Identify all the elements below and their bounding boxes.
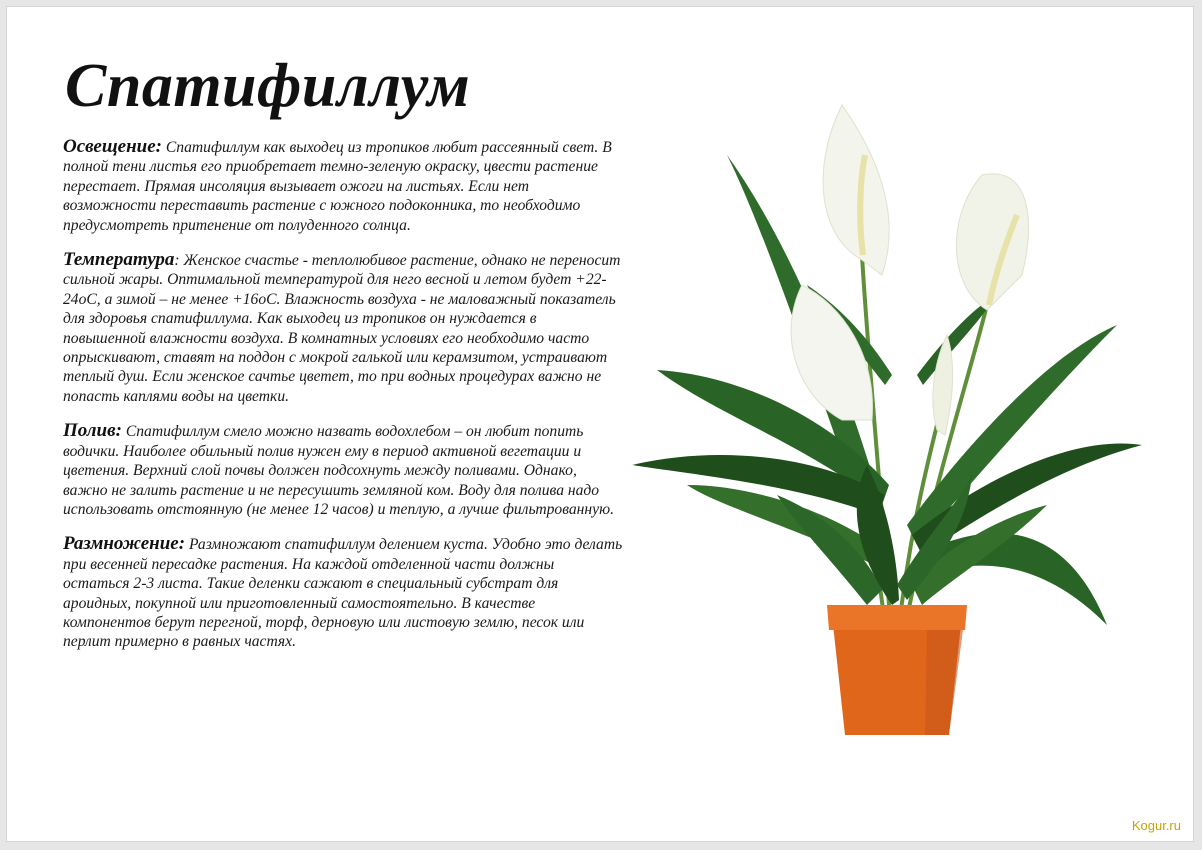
section-propagation bbox=[63, 534, 623, 651]
section-lighting bbox=[63, 137, 623, 235]
page bbox=[6, 6, 1194, 842]
section-text: Спатифиллум смело можно назвать водохлебом – он любит попить водички. Наиболее обильный полив нужен ему в период активной вегетации и цветения. Верхний слой почвы должен подсохнуть между поливами. Однако, важно не залить растение и не пересушить земляной ком. Воду для полива надо использовать отстоянную (не менее 12 часов) и теплую, а лучше фильтрованную. bbox=[63, 423, 614, 518]
spathe bbox=[823, 105, 889, 275]
section-text: Размножают спатифиллум делением куста. Удобно это делать при весенней пересадке растения. На каждой отделенной части должны остаться 2-3 листа. Такие деленки сажают в специальный субстрат для ароидных, покупной или приготовленный самостоятельно. В качестве компонентов берут перегной, торф, дерновую или листовую землю, песок или перлит примерно в равных частях. bbox=[63, 536, 623, 651]
section-text: : Женское счастье - теплолюбивое растение, однако не переносит сильной жары. Оптимальной температурой для него весной и летом будет +22-24оС, а зимой – не менее +16оС. Влажность воздуха - не маловажный показатель для здоровья спатифиллума. Как выходец из тропиков он нуждается в повышенной влажности воздуха. В комнатных условиях его необходимо часто опрыскивают, ставят на поддон с мокрой галькой или керамзитом, устраивают теплый душ. Если женское сачтье цветет, то при водных процедурах важно не попасть каплями воды на цветки. bbox=[63, 252, 621, 405]
site-watermark: Kogur.ru bbox=[1131, 818, 1181, 833]
section-text: Спатифиллум как выходец из тропиков любит рассеянный свет. В полной тени листья его приобретает темно-зеленую окраску, цвести растение перестает. Прямая инсоляция вызывает ожоги на листьях. Если нет возможности переставить растение с южного подоконника, то необходимо предусмотреть притенение от полуденного солнца. bbox=[63, 139, 612, 234]
pot-rim bbox=[827, 605, 967, 630]
plant-flowers bbox=[791, 105, 1028, 435]
section-temperature bbox=[63, 250, 623, 406]
section-heading: Полив: bbox=[63, 420, 122, 442]
section-heading: Размножение: bbox=[63, 533, 186, 555]
plant-illustration bbox=[627, 85, 1157, 755]
section-heading: Освещение: bbox=[63, 136, 162, 157]
page-title: Спатифиллум bbox=[65, 52, 471, 120]
section-heading: Температура bbox=[63, 249, 175, 271]
section-watering bbox=[63, 421, 623, 519]
pot-shade bbox=[925, 630, 963, 735]
spathe bbox=[933, 335, 953, 435]
text-column bbox=[63, 137, 623, 667]
